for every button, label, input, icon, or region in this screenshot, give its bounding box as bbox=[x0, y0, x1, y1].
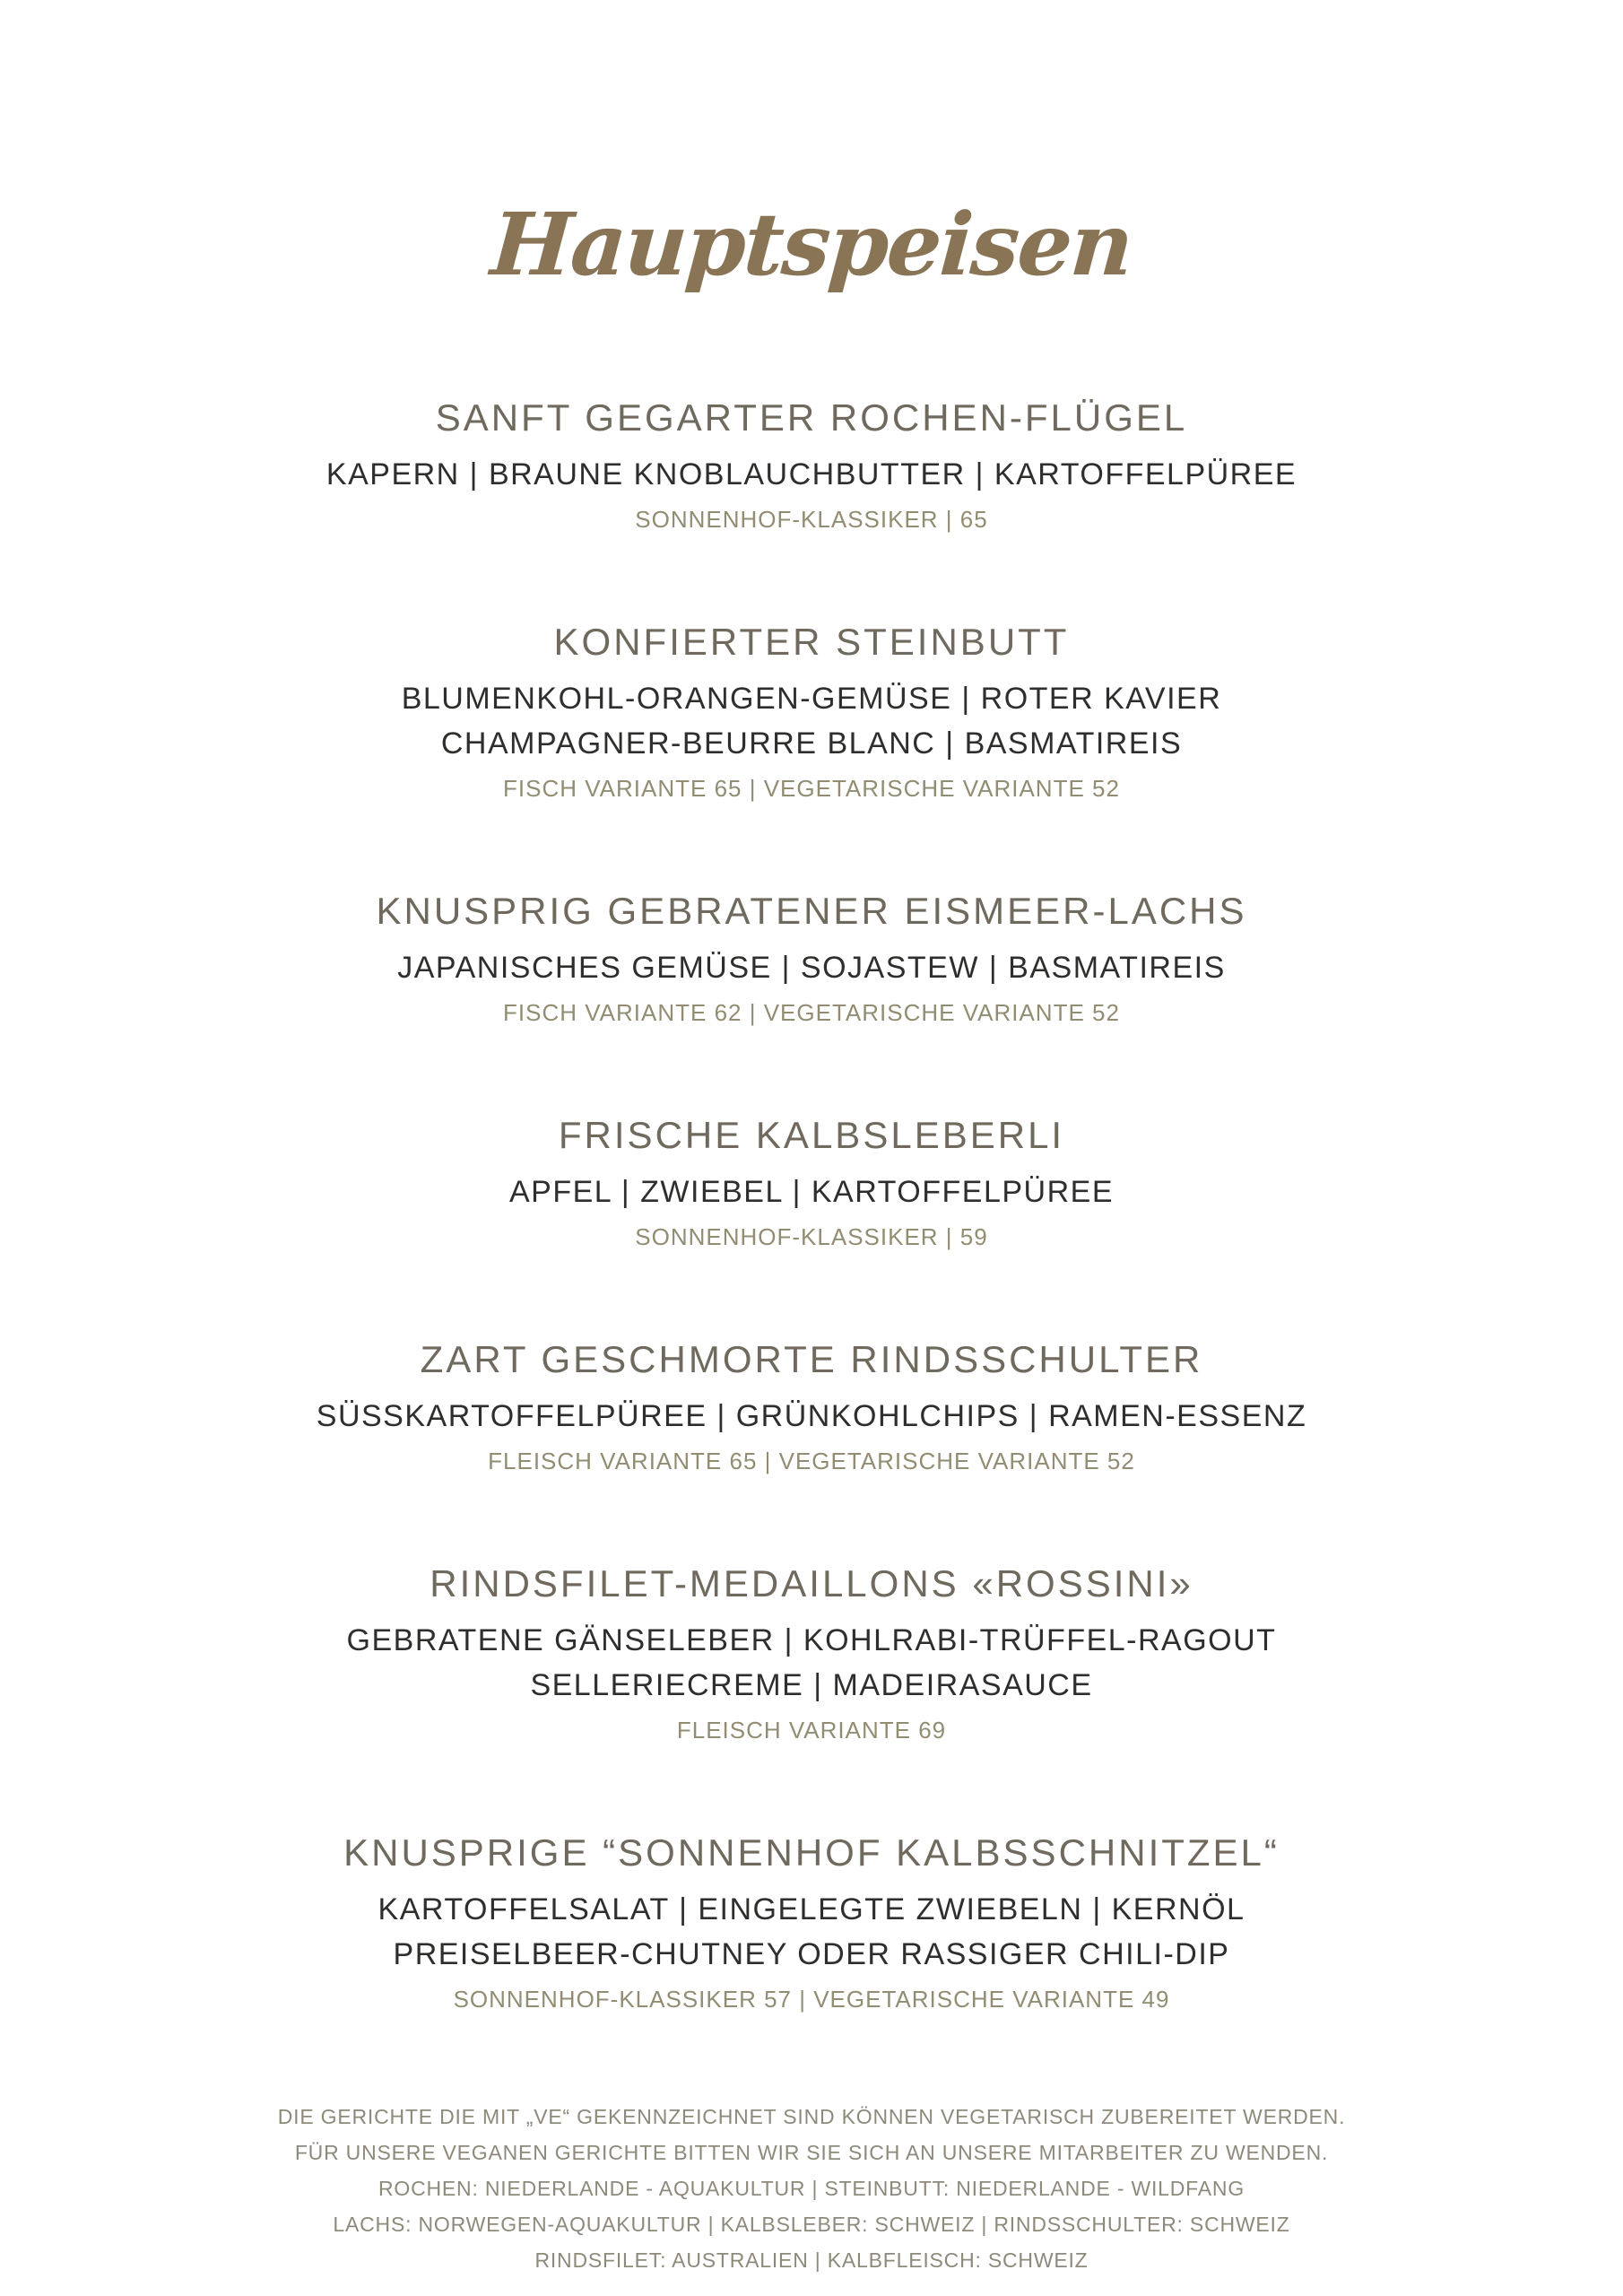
footnote-line: LACHS: NORWEGEN-AQUAKULTUR | KALBSLEBER: SCHWEIZ | RINDSSCHULTER: SCHWEIZ bbox=[333, 2213, 1290, 2236]
dish-name: KONFIERTER STEINBUTT bbox=[553, 621, 1070, 663]
dish-name: KNUSPRIG GEBRATENER EISMEER-LACHS bbox=[376, 890, 1247, 932]
dish-description-line: PREISELBEER-CHUTNEY ODER RASSIGER CHILI-DIP bbox=[393, 1937, 1230, 1971]
dish-description-line: SELLERIECREME | MADEIRASAUCE bbox=[530, 1668, 1093, 1702]
dish-price-line: FLEISCH VARIANTE 65 | VEGETARISCHE VARIANTE 52 bbox=[488, 1448, 1135, 1474]
menu-item-kalbsschnitzel bbox=[184, 1830, 1439, 2020]
menu-footnotes bbox=[139, 2099, 1484, 2278]
dish-price-line: FISCH VARIANTE 62 | VEGETARISCHE VARIANTE 52 bbox=[503, 999, 1120, 1026]
footnote-line: RINDSFILET: AUSTRALIEN | KALBFLEISCH: SCHWEIZ bbox=[534, 2248, 1089, 2272]
dish-price-line: SONNENHOF-KLASSIKER 57 | VEGETARISCHE VARIANTE 49 bbox=[453, 1986, 1170, 2013]
menu-item-rindsschulter bbox=[184, 1336, 1439, 1482]
dish-name: FRISCHE KALBSLEBERLI bbox=[558, 1114, 1065, 1156]
dish-price-line: SONNENHOF-KLASSIKER | 59 bbox=[635, 1223, 988, 1250]
dish-description-line: BLUMENKOHL-ORANGEN-GEMÜSE | ROTER KAVIER bbox=[401, 682, 1222, 716]
footnote-line: FÜR UNSERE VEGANEN GERICHTE BITTEN WIR SIE SICH AN UNSERE MITARBEITER ZU WENDEN. bbox=[294, 2141, 1329, 2164]
dish-description-line: APFEL | ZWIEBEL | KARTOFFELPÜREE bbox=[508, 1175, 1115, 1209]
dish-description-line: JAPANISCHES GEMÜSE | SOJASTEW | BASMATIREIS bbox=[397, 951, 1226, 985]
dish-price-line: FLEISCH VARIANTE 69 bbox=[676, 1717, 947, 1744]
dish-name: KNUSPRIGE “SONNENHOF KALBSSCHNITZEL“ bbox=[343, 1831, 1280, 1874]
dish-description-line: CHAMPAGNER-BEURRE BLANC | BASMATIREIS bbox=[440, 726, 1183, 761]
dish-description-line: GEBRATENE GÄNSELEBER | KOHLRABI-TRÜFFEL-RAGOUT bbox=[346, 1623, 1277, 1657]
footnote-line: DIE GERICHTE DIE MIT „VE“ GEKENNZEICHNET SIND KÖNNEN VEGETARISCH ZUBEREITET WERDEN. bbox=[277, 2105, 1346, 2128]
menu-item-eismeer-lachs bbox=[184, 888, 1439, 1033]
page-title: Hauptspeisen bbox=[488, 194, 1135, 295]
menu-item-steinbutt bbox=[184, 619, 1439, 809]
menu-item-rindsfilet-rossini bbox=[184, 1561, 1439, 1751]
menu-item-rochen-fluegel bbox=[184, 395, 1439, 540]
dish-description-line: SÜSSKARTOFFELPÜREE | GRÜNKOHLCHIPS | RAMEN-ESSENZ bbox=[316, 1399, 1307, 1433]
dish-description-line: KARTOFFELSALAT | EINGELEGTE ZWIEBELN | KERNÖL bbox=[378, 1892, 1245, 1926]
dish-name: RINDSFILET-MEDAILLONS «ROSSINI» bbox=[430, 1562, 1193, 1605]
dish-price-line: SONNENHOF-KLASSIKER | 65 bbox=[635, 506, 988, 533]
menu-item-kalbsleberli bbox=[184, 1112, 1439, 1257]
dish-price-line: FISCH VARIANTE 65 | VEGETARISCHE VARIANTE 52 bbox=[503, 775, 1120, 802]
footnote-line: ROCHEN: NIEDERLANDE - AQUAKULTUR | STEINBUTT: NIEDERLANDE - WILDFANG bbox=[378, 2177, 1245, 2200]
dish-name: SANFT GEGARTER ROCHEN-FLÜGEL bbox=[435, 396, 1188, 439]
dish-name: ZART GESCHMORTE RINDSSCHULTER bbox=[420, 1338, 1203, 1380]
dish-description-line: KAPERN | BRAUNE KNOBLAUCHBUTTER | KARTOFFELPÜREE bbox=[325, 457, 1298, 491]
